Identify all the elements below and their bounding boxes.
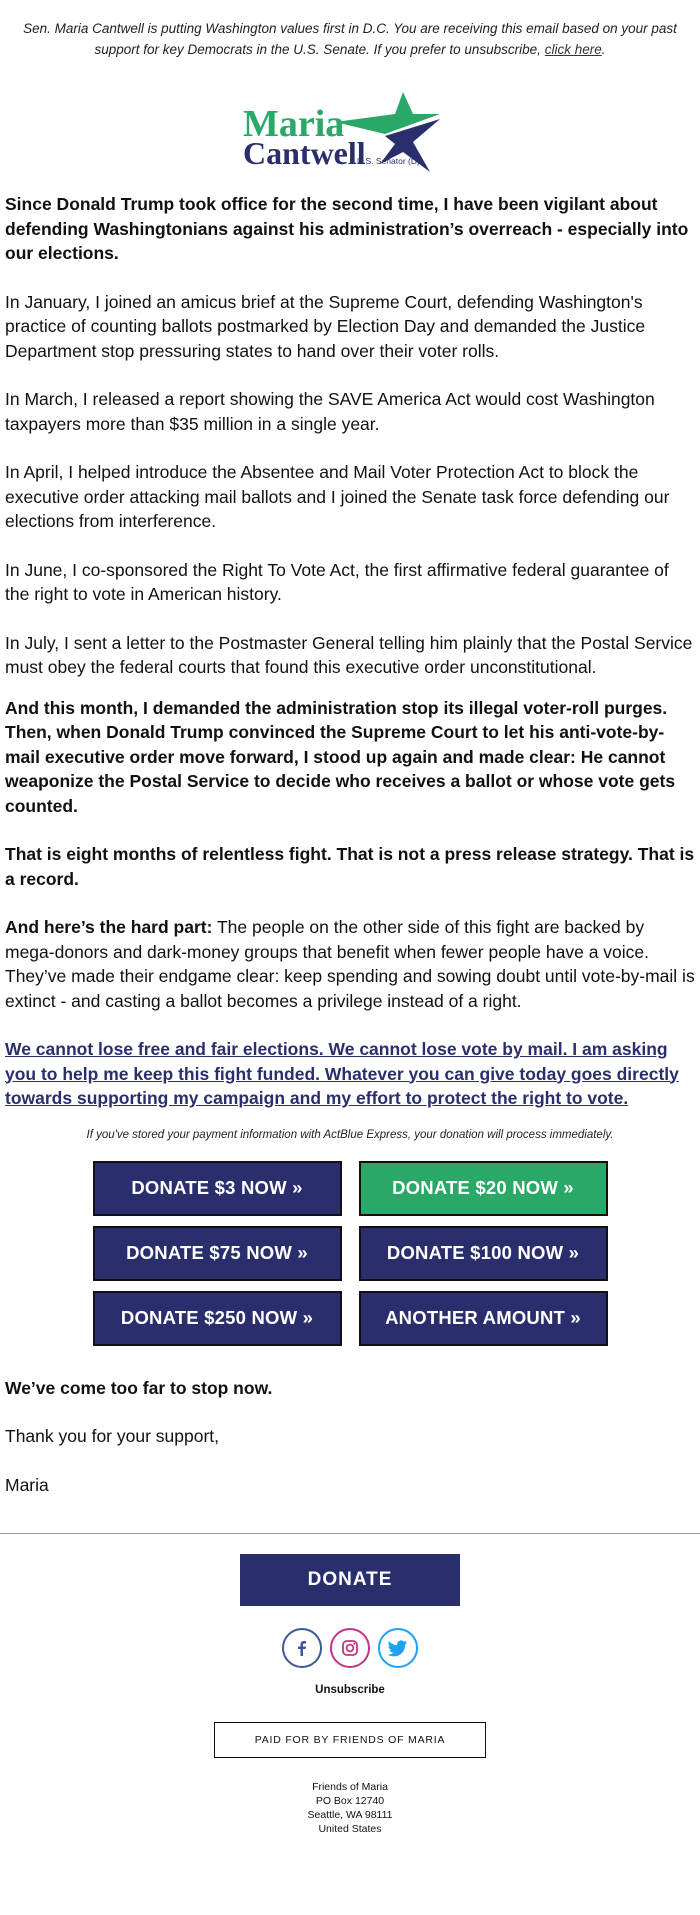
footer-divider [0,1533,700,1534]
preheader-suffix: . [601,42,606,57]
donate-250-button[interactable]: DONATE $250 NOW » [93,1291,342,1346]
record-paragraph: That is eight months of relentless fight. That is not a press release strategy. That is a record. [5,844,695,889]
donate-3-button[interactable]: DONATE $3 NOW » [93,1161,342,1216]
hard-part-paragraph [5,915,695,1013]
this-month-paragraph: And this month, I demanded the administration stop its illegal voter-roll purges. Then, when Donald Trump convinced the Supreme Court to let his anti-vote-by-mail executive order move forward, I stood up again and made clear: He cannot weaponize the Postal Service to decide who receives a ballot or whose vote gets counted. [5,697,676,816]
another-amount-button[interactable]: ANOTHER AMOUNT » [359,1291,608,1346]
logo-tag: U.S. Senator (D) [357,156,420,166]
campaign-logo [0,84,700,192]
donate-75-button[interactable]: DONATE $75 NOW » [93,1226,342,1281]
donation-ask-link[interactable]: We cannot lose free and fair elections. We cannot lose vote by mail. I am asking you to help me keep this fight funded. Whatever you can give today goes directly towards supporting my campaign and my effort to protect the right to vote. [5,1039,679,1108]
april-paragraph: In April, I helped introduce the Absentee and Mail Voter Protection Act to block the executive order attacking mail ballots and I joined the Senate task force defending our elections from interference. [5,462,670,531]
signature: Maria [5,1474,49,1495]
address-line: Friends of Maria [312,1781,388,1793]
twitter-icon[interactable] [378,1628,418,1668]
preheader [0,0,700,60]
social-links [0,1628,700,1668]
closing-line: We’ve come too far to stop now. [5,1377,273,1398]
closing [5,1376,695,1498]
hard-part-text: The people on the other side of this fight are backed by mega-donors and dark-money groups that benefit when fewer people have a voice. They’ve made their endgame clear: keep spending and sowing doubt until vote-by-mail is extinct - and casting a ballot becomes a privilege instead of a right. [5,917,695,1011]
logo-line1: Maria [243,103,345,145]
donate-100-button[interactable]: DONATE $100 NOW » [359,1226,608,1281]
july-paragraph: In July, I sent a letter to the Postmaster General telling him plainly that the Postal Service must obey the federal courts that found this executive order unconstitutional. [5,632,693,677]
actblue-express-note: If you've stored your payment information with ActBlue Express, your donation will process immediately. [86,1128,614,1141]
thank-you-line: Thank you for your support, [5,1426,219,1446]
email-body [0,192,700,1497]
instagram-icon[interactable] [330,1628,370,1668]
footer-donate-button[interactable]: DONATE [240,1554,460,1606]
preheader-text: Sen. Maria Cantwell is putting Washington values first in D.C. You are receiving this email based on your past support for key Democrats in the U.S. Senate. If you prefer to unsubscribe, [23,21,677,57]
donate-20-button[interactable]: DONATE $20 NOW » [359,1161,608,1216]
address-line: United States [318,1823,382,1835]
january-paragraph: In January, I joined an amicus brief at the Supreme Court, defending Washington's practice of counting ballots postmarked by Election Day and demanded the Justice Department stop pressuring states to hand over their voter rolls. [5,291,646,361]
unsubscribe-link[interactable]: click here [544,42,602,57]
maria-cantwell-logo [235,84,465,184]
mailing-address [0,1780,700,1836]
address-line: Seattle, WA 98111 [307,1809,393,1821]
address-line: PO Box 12740 [315,1795,385,1807]
march-paragraph: In March, I released a report showing the SAVE America Act would cost Washington taxpayers more than $35 million in a single year. [5,389,655,434]
intro-paragraph: Since Donald Trump took office for the second time, I have been vigilant about defending Washingtonians against his administration’s overreach - especially into our elections. [5,194,689,263]
june-paragraph: In June, I co-sponsored the Right To Vote Act, the first affirmative federal guarantee of the right to vote in American history. [5,559,669,604]
hard-part-lead: And here’s the hard part: [5,917,213,937]
donate-button-grid [93,1161,608,1346]
facebook-icon[interactable] [282,1628,322,1668]
paid-for-disclaimer: PAID FOR BY FRIENDS OF MARIA [214,1722,486,1758]
footer-unsubscribe-link[interactable]: Unsubscribe [315,1684,385,1696]
logo-line2: Cantwell [243,135,366,171]
